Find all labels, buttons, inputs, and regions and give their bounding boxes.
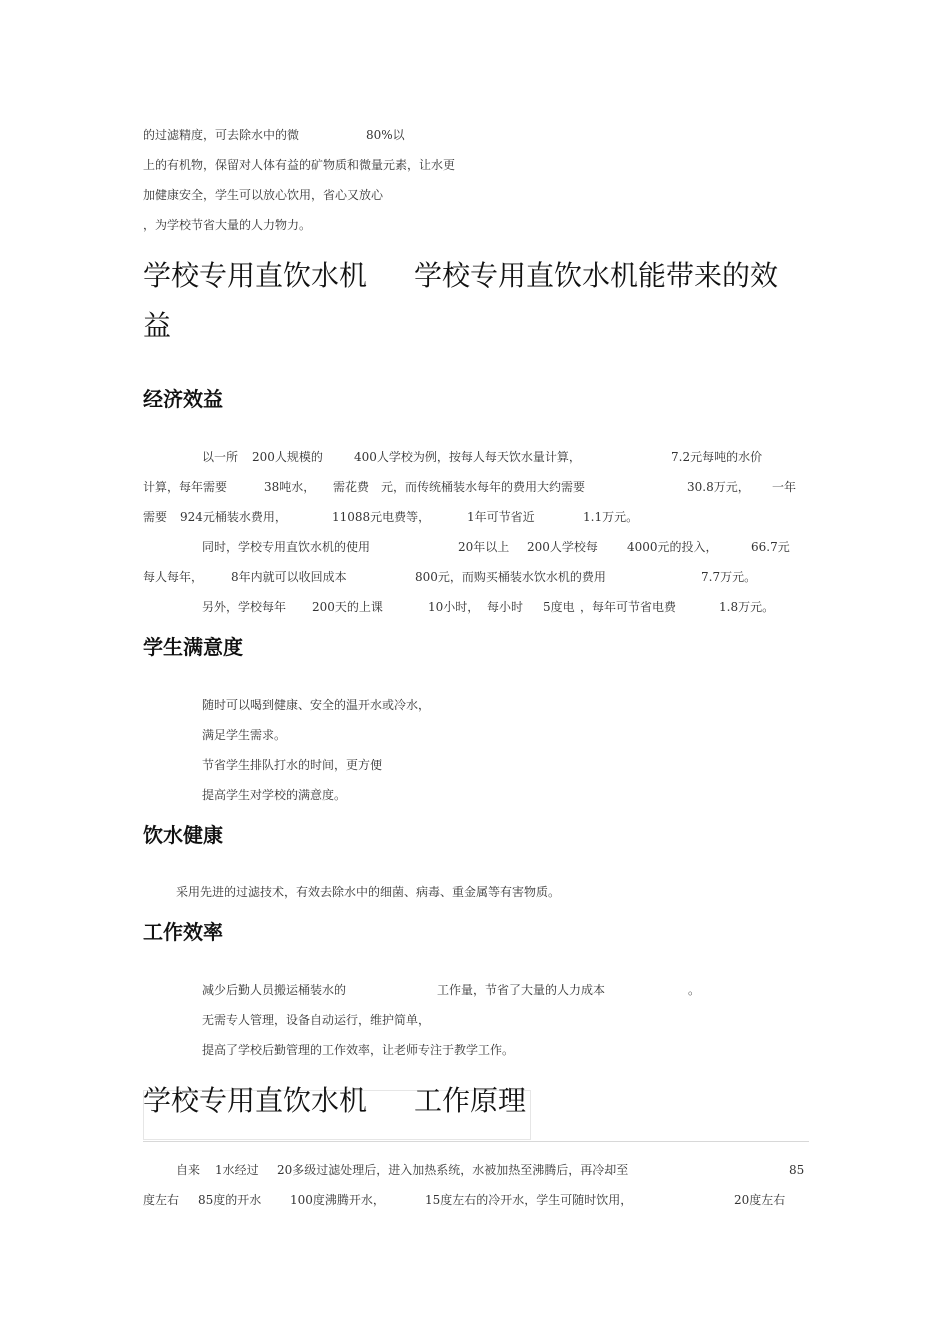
principle-r2-c3: 100度沸腾开水，	[290, 1193, 385, 1207]
econ-r1-c1: 以一所	[202, 450, 239, 464]
econ-r2-c2: 38吨水，	[264, 480, 316, 494]
principle-r1-c1: 自来	[176, 1163, 201, 1177]
intro-line-1b: 80%以	[366, 128, 405, 142]
efficiency-line-3: 提高了学校后勤管理的工作效率，让老师专注于教学工作。	[202, 1043, 515, 1057]
principle-r2-c5: 20度左右	[734, 1193, 786, 1207]
principle-r1-c2: 1水经过	[215, 1163, 259, 1177]
efficiency-r1-c2: 工作量，节省了大量的人力成本	[437, 983, 606, 997]
section-title-satisfaction: 学生满意度	[143, 635, 243, 659]
econ-r6-c4: 每小时	[487, 600, 524, 614]
intro-line-2: 上的有机物，保留对人体有益的矿物质和微量元素，让水更	[143, 158, 456, 172]
econ-r5-c1: 每人每年，	[143, 570, 204, 584]
section-title-efficiency: 工作效率	[143, 920, 223, 944]
econ-r3-c2: 924元桶装水费用，	[180, 510, 287, 524]
econ-r6-c2: 200天的上课	[312, 600, 383, 614]
divider-rule	[143, 1141, 809, 1142]
heading-benefits-part-1: 学校专用直饮水机	[143, 259, 368, 292]
intro-line-4: ，为学校节省大量的人力物力。	[143, 218, 312, 232]
econ-r2-c1: 计算，每年需要	[143, 480, 228, 494]
econ-r3-c1: 需要	[143, 510, 168, 524]
efficiency-r1-c3: 。	[688, 983, 701, 997]
econ-r6-c1: 另外，学校每年	[202, 600, 287, 614]
econ-r6-c7: 1.8万元。	[719, 600, 775, 614]
econ-r4-c5: 66.7元	[751, 540, 790, 554]
heading-principle-part-2: 工作原理	[414, 1084, 527, 1117]
efficiency-r1-c1: 减少后勤人员搬运桶装水的	[202, 983, 347, 997]
principle-r1-c3: 20多级过滤处理后，进入加热系统，水被加热至沸腾后，再冷却至	[277, 1163, 629, 1177]
heading-benefits-part-3: 益	[143, 309, 172, 342]
econ-r1-c2: 200人规模的	[252, 450, 323, 464]
econ-r4-c3: 200人学校每	[527, 540, 598, 554]
econ-r2-c6: 一年	[772, 480, 797, 494]
econ-r4-c1: 同时，学校专用直饮水机的使用	[202, 540, 371, 554]
satisfaction-item: 满足学生需求。	[202, 728, 287, 742]
econ-r4-c2: 20年以上	[458, 540, 510, 554]
satisfaction-item: 提高学生对学校的满意度。	[202, 788, 347, 802]
efficiency-line-2: 无需专人管理，设备自动运行，维护简单，	[202, 1013, 431, 1027]
econ-r5-c2: 8年内就可以收回成本	[231, 570, 347, 584]
econ-r1-c3: 400人学校为例，按每人每天饮水量计算，	[354, 450, 581, 464]
econ-r3-c3: 11088元电费等，	[332, 510, 431, 524]
principle-r2-c1: 度左右	[143, 1193, 180, 1207]
principle-r2-c2: 85度的开水	[198, 1193, 262, 1207]
econ-r6-c3: 10小时，	[428, 600, 480, 614]
principle-r2-c4: 15度左右的冷开水，学生可随时饮用，	[425, 1193, 633, 1207]
econ-r3-c4: 1年可节省近	[467, 510, 535, 524]
health-text: 采用先进的过滤技术，有效去除水中的细菌、病毒、重金属等有害物质。	[176, 885, 561, 899]
intro-line-1a: 的过滤精度，可去除水中的微	[143, 128, 300, 142]
heading-benefits-part-2: 学校专用直饮水机能带来的效	[414, 259, 779, 292]
econ-r1-c4: 7.2元每吨的水价	[671, 450, 763, 464]
econ-r3-c5: 1.1万元。	[583, 510, 639, 524]
section-title-economic: 经济效益	[143, 387, 223, 411]
econ-r6-c5: 5度电	[543, 600, 575, 614]
section-title-health: 饮水健康	[143, 823, 223, 847]
satisfaction-item: 节省学生排队打水的时间，更方便	[202, 758, 383, 772]
econ-r5-c4: 7.7万元。	[701, 570, 757, 584]
econ-r5-c3: 800元，而购买桶装水饮水机的费用	[415, 570, 606, 584]
intro-line-3: 加健康安全，学生可以放心饮用，省心又放心	[143, 188, 384, 202]
econ-r2-c3: 需花费	[333, 480, 370, 494]
heading-principle-part-1: 学校专用直饮水机	[143, 1084, 368, 1117]
principle-r1-c4: 85	[789, 1163, 805, 1177]
econ-r6-c6: ，每年可节省电费	[580, 600, 677, 614]
econ-r2-c5: 30.8万元，	[687, 480, 750, 494]
econ-r2-c4: 元，而传统桶装水每年的费用大约需要	[381, 480, 586, 494]
econ-r4-c4: 4000元的投入，	[627, 540, 718, 554]
satisfaction-item: 随时可以喝到健康、安全的温开水或冷水，	[202, 698, 431, 712]
